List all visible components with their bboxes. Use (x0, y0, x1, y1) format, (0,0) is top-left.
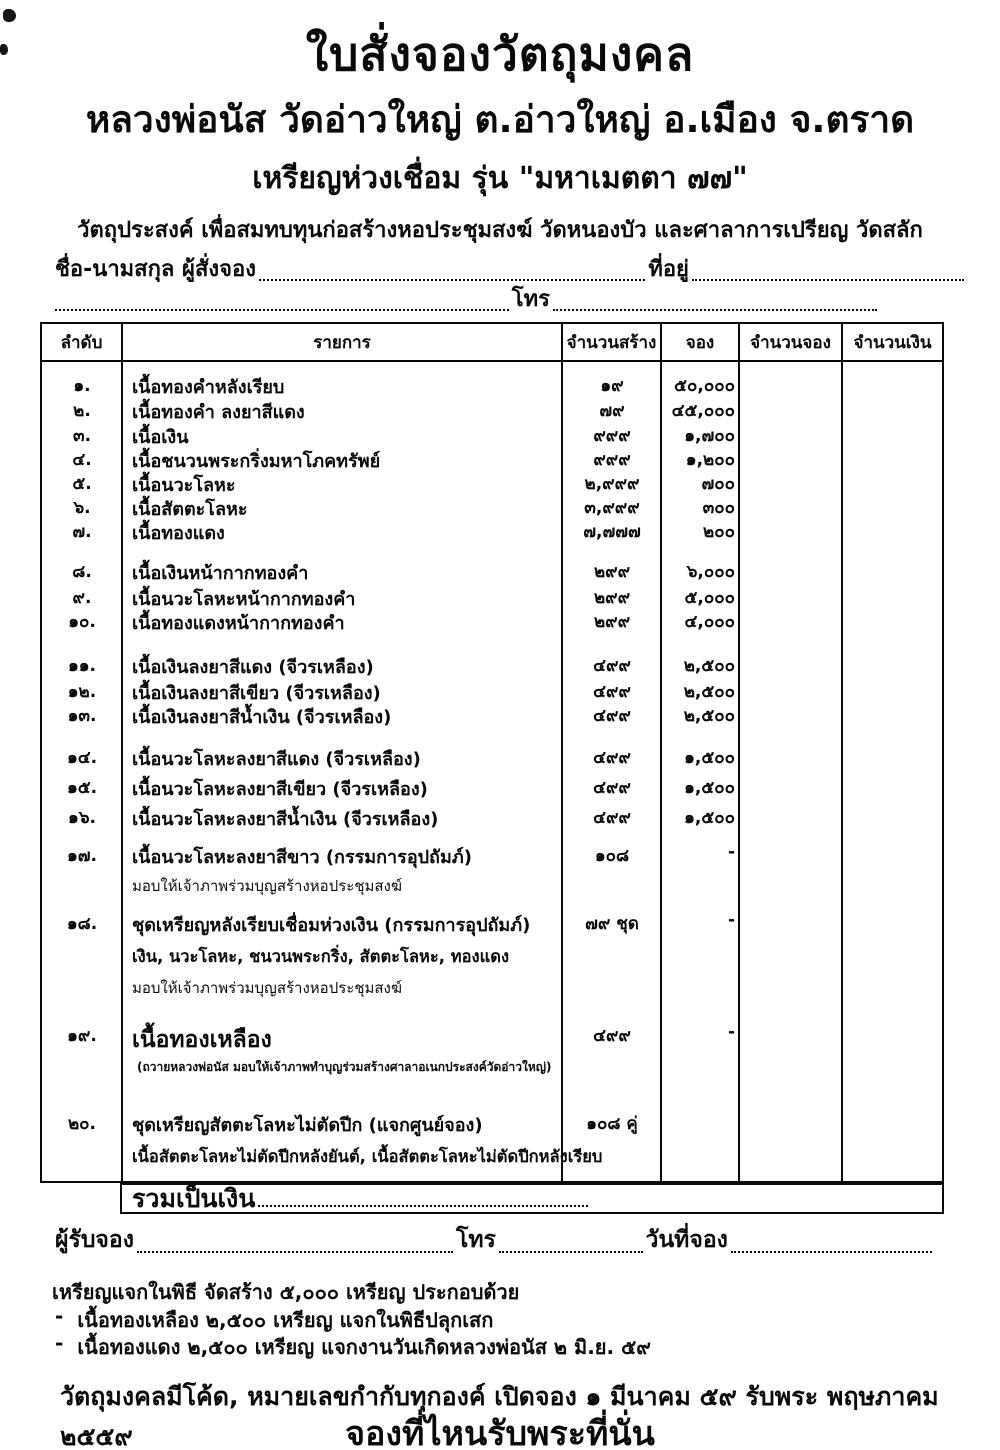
item-number: ๑๒. (67, 682, 97, 702)
table-row-item (42, 774, 942, 802)
order-table (40, 322, 944, 1183)
page-title: ใบสั่งจองวัตถุมงคล (305, 27, 695, 81)
dotted-line (137, 1250, 453, 1253)
item-number: ๒๐. (67, 1114, 97, 1134)
dotted-line (553, 308, 877, 311)
dotted-line (55, 308, 509, 311)
order-price: - (727, 842, 735, 862)
order-price: ๕,๐๐๐ (684, 588, 735, 608)
item-subtext: เงิน, นวะโลหะ, ชนวนพระกริ่ง, สัตตะโลหะ, ทองแดง (132, 947, 510, 966)
quantity-made: ๔๙๙ (593, 748, 631, 768)
col-header-item: รายการ (123, 324, 563, 360)
item-name: เนื้อทองคำ ลงยาสีแดง (132, 402, 305, 423)
phone-label: โทร (511, 287, 550, 312)
item-name: เนื้อนวะโลหะลงยาสีเขียว (จีวรเหลือง) (132, 779, 428, 800)
table-row-item (42, 1022, 942, 1053)
item-name: เนื้อชนวนพระกริ่งมหาโภคทรัพย์ (132, 451, 381, 472)
bullet-dash: - (55, 1304, 64, 1328)
item-number: ๕. (72, 474, 92, 494)
order-price: ๑,๒๐๐ (685, 450, 735, 470)
table-row-item (42, 558, 942, 586)
table-body (42, 362, 942, 1181)
receiver-line (55, 1222, 935, 1258)
item-name: เนื้อทองแดงหน้ากากทองคำ (132, 613, 345, 634)
item-name: เนื้อเงินลงยาสีเขียว (จีวรเหลือง) (132, 683, 381, 704)
quantity-made: ๒,๙๙๙ (584, 474, 640, 494)
order-price: ๒,๕๐๐ (683, 656, 735, 676)
order-price: ๕๐,๐๐๐ (674, 376, 735, 396)
booking-date-label: วันที่จอง (645, 1227, 728, 1253)
quantity-made: ๗๙ (599, 401, 625, 421)
table-row-item (42, 910, 942, 938)
item-name: เนื้อทองแดง (132, 523, 225, 544)
item-number: ๗. (72, 522, 92, 542)
item-name: ชุดเหรียญหลังเรียบเชื่อมห่วงเงิน (กรรมการอุปถัมภ์) (132, 915, 531, 936)
item-subtext: (ถวายหลวงพ่อนัส มอบให้เจ้าภาพทำบุญร่วมสร้างศาลาอเนกประสงค์วัดอ่าวใหญ่) (137, 1060, 552, 1074)
item-name: เนื้อนวะโลหะหน้ากากทองคำ (132, 589, 356, 610)
quantity-made: ๙๙๙ (593, 450, 631, 470)
order-price: ๑,๕๐๐ (684, 808, 735, 828)
table-row-item (42, 652, 942, 680)
item-name: ชุดเหรียญสัตตะโลหะไม่ตัดปีก (แจกศูนย์จอง) (132, 1115, 483, 1136)
receiver-label: ผู้รับจอง (55, 1227, 134, 1253)
giveaway-item-text: เนื้อทองแดง ๒,๕๐๐ เหรียญ แจกงานวันเกิดหลวงพ่อนัส ๒ มิ.ย. ๕๙ (77, 1335, 651, 1359)
item-number: ๑. (73, 376, 91, 396)
col-header-qty: จำนวนจอง (740, 324, 843, 360)
quantity-made: ๒๙๙ (593, 588, 631, 608)
item-name: เนื้อทองเหลือง (132, 1027, 272, 1053)
item-name: เนื้อเงินลงยาสีน้ำเงิน (จีวรเหลือง) (132, 707, 392, 728)
quantity-made: ๑๙ (600, 376, 624, 396)
quantity-made: ๗๙ ชุด (585, 914, 639, 934)
item-number: ๑๘. (66, 914, 98, 934)
item-subtext: มอบให้เจ้าภาพร่วมบุญสร้างหอประชุมสงฆ์ (132, 979, 403, 997)
quantity-made: ๒๙๙ (593, 562, 631, 582)
quantity-made: ๔๙๙ (593, 682, 631, 702)
total-row (120, 1183, 944, 1214)
item-number: ๑๙. (67, 1026, 97, 1046)
item-name: เนื้อเงิน (132, 427, 189, 448)
order-price: ๔๕,๐๐๐ (671, 401, 735, 421)
item-number: ๙. (72, 588, 92, 608)
quantity-made: ๔๙๙ (593, 808, 631, 828)
item-number: ๑๖. (67, 808, 97, 828)
dotted-line (499, 1250, 643, 1253)
address-label: ที่อยู่ (648, 257, 689, 282)
item-number: ๒. (73, 401, 91, 421)
table-row-item (42, 608, 942, 636)
order-price: - (727, 1022, 735, 1042)
slogan-line: จองที่ไหนรับพระที่นั่น (345, 1414, 655, 1450)
quantity-made: ๙๙๙ (593, 426, 631, 446)
receiver-phone-label: โทร (456, 1227, 496, 1253)
code-info-line: วัตถุมงคลมีโค้ด, หมายเลขกำกับทุกองค์ เปิดจอง ๑ มีนาคม ๕๙ รับพระ พฤษภาคม ๒๕๕๙ (60, 1382, 939, 1450)
col-header-made: จำนวนสร้าง (563, 324, 662, 360)
item-number: ๑๓. (67, 706, 97, 726)
item-number: ๑๐. (68, 612, 96, 632)
item-name: เนื้อทองคำหลังเรียบ (132, 377, 285, 398)
order-price: ๑,๗๐๐ (684, 426, 735, 446)
item-number: ๘. (72, 562, 92, 582)
item-number: ๖. (73, 498, 91, 518)
item-subtext: เนื้อสัตตะโลหะไม่ตัดปีกหลังยันต์, เนื้อสัตตะโลหะไม่ตัดปีกหลังเรียบ (132, 1147, 603, 1166)
item-name: เนื้อสัตตะโลหะ (132, 499, 248, 520)
table-row-item (42, 397, 942, 425)
orderer-name-label: ชื่อ-นามสกุล ผู้สั่งจอง (55, 257, 256, 282)
item-name: เนื้อนวะโลหะลงยาสีขาว (กรรมการอุปถัมภ์) (132, 847, 472, 868)
edition-line: เหรียญห่วงเชื่อม รุ่น "มหาเมตตา ๗๗" (252, 161, 748, 196)
item-name: เนื้อนวะโลหะลงยาสีน้ำเงิน (จีวรเหลือง) (132, 809, 439, 830)
order-price: ๖,๐๐๐ (686, 562, 735, 582)
order-price: ๑,๕๐๐ (684, 748, 735, 768)
order-price: ๒,๕๐๐ (683, 682, 735, 702)
quantity-made: ๑๐๘ คู่ (586, 1114, 638, 1134)
quantity-made: ๗,๗๗๗ (583, 522, 641, 542)
purpose-line: วัตถุประสงค์ เพื่อสมทบทุนก่อสร้างหอประชุมสงฆ์ วัดหนองบัว และศาลาการเปรียญ วัดสลัก (77, 218, 923, 243)
table-row-item (42, 842, 942, 870)
item-number: ๔. (72, 450, 92, 470)
giveaway-item (55, 1331, 651, 1363)
item-number: ๑๗. (66, 846, 98, 866)
quantity-made: ๔๙๙ (593, 778, 631, 798)
table-row-item (42, 518, 942, 546)
giveaway-item-text: เนื้อทองเหลือง ๒,๕๐๐ เหรียญ แจกในพิธีปลุกเสก (77, 1308, 494, 1332)
table-row-item (42, 804, 942, 832)
order-price: ๒๐๐ (703, 522, 735, 542)
col-header-price: จอง (662, 324, 740, 360)
order-price: ๔,๐๐๐ (684, 612, 735, 632)
item-name: เนื้อนวะโลหะลงยาสีแดง (จีวรเหลือง) (132, 749, 421, 770)
quantity-made: ๔๙๙ (593, 706, 631, 726)
quantity-made: ๑๐๘ (594, 846, 630, 866)
dotted-line (731, 1250, 932, 1253)
order-price: ๓๐๐ (702, 498, 735, 518)
order-price: ๒,๕๐๐ (683, 706, 735, 726)
temple-line: หลวงพ่อนัส วัดอ่าวใหญ่ ต.อ่าวใหญ่ อ.เมือง จ.ตราด (85, 98, 915, 141)
item-number: ๑๔. (66, 748, 98, 768)
item-number: ๑๑. (67, 656, 97, 676)
phone-line (55, 281, 880, 316)
quantity-made: ๒๙๙ (593, 612, 631, 632)
table-row-item (42, 372, 942, 400)
item-number: ๓. (72, 426, 92, 446)
item-name: เนื้อนวะโลหะ (132, 475, 236, 496)
order-price: - (727, 910, 735, 930)
quantity-made: ๔๙๙ (593, 656, 631, 676)
quantity-made: ๓,๙๙๙ (584, 498, 640, 518)
giveaway-heading: เหรียญแจกในพิธี จัดสร้าง ๕,๐๐๐ เหรียญ ประกอบด้วย (52, 1280, 520, 1304)
item-number: ๑๕. (66, 778, 98, 798)
item-name: เนื้อเงินหน้ากากทองคำ (132, 563, 309, 584)
bullet-dash: - (55, 1331, 64, 1355)
item-subtext: มอบให้เจ้าภาพร่วมบุญสร้างหอประชุมสงฆ์ (132, 877, 403, 895)
table-row-item (42, 1110, 942, 1138)
total-label: รวมเป็นเงิน (132, 1184, 256, 1213)
order-price: ๑,๕๐๐ (684, 778, 735, 798)
dotted-line (258, 1204, 588, 1207)
table-header (42, 324, 942, 362)
order-price: ๗๐๐ (701, 474, 735, 494)
col-header-amount: จำนวนเงิน (853, 332, 932, 353)
col-header-no: ลำดับ (42, 324, 123, 360)
quantity-made: ๔๙๙ (593, 1026, 631, 1046)
table-row-item (42, 702, 942, 730)
item-name: เนื้อเงินลงยาสีแดง (จีวรเหลือง) (132, 657, 374, 678)
table-row-item (42, 744, 942, 772)
